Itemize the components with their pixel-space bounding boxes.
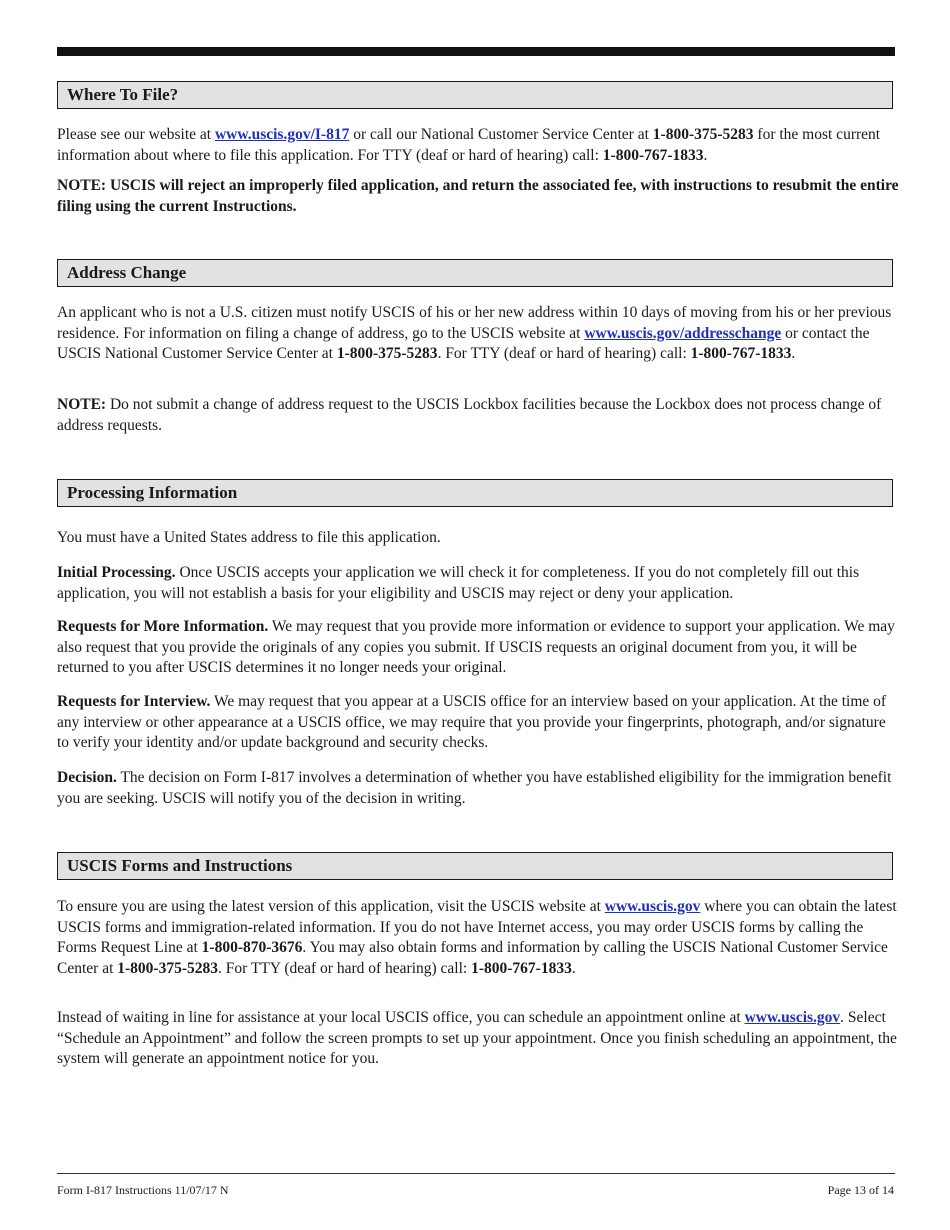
phone-forms-request: 1-800-870-3676 [201, 939, 303, 956]
text: for the most current information about where to file this application. For TTY (deaf or hard of hearing) call: [57, 126, 881, 164]
phone-tty: 1-800-767-1833 [690, 345, 792, 362]
note-text: Do not submit a change of address request to the USCIS Lockbox facilities because the Lockbox does not process change of address requests. [57, 396, 882, 434]
note-label: NOTE: [57, 396, 107, 413]
text: where you can obtain the latest USCIS forms and immigration-related information. If you do not have Internet access, you may order USCIS forms by calling the Forms Request Line at [57, 898, 897, 956]
heading-address-change: Address Change [57, 259, 893, 287]
link-address-change[interactable]: www.uscis.gov/addresschange [584, 324, 782, 342]
top-rule [57, 47, 895, 56]
address-paragraph [57, 303, 899, 365]
text: An applicant who is not a U.S. citizen must notify USCIS of his or her new address within 10 days of moving from his or her previous residence. For information on filing a change of address, go to the USCIS website at [57, 304, 892, 342]
processing-intro: You must have a United States address to file this application. [57, 529, 441, 546]
where-paragraph [57, 125, 899, 166]
text: . Select “Schedule an Appointment” and follow the screen prompts to set up your appointment. Once you finish scheduling an appointment, the system will generate an appointment notice for you. [57, 1009, 897, 1067]
text: . [703, 146, 708, 164]
note-text: NOTE: USCIS will reject an improperly filed application, and return the associated fee, with instructions to resubmit the entire filing using the current Instructions. [57, 177, 899, 215]
address-note [57, 395, 899, 436]
footer-rule [57, 1173, 895, 1174]
link-uscis-appointment[interactable]: www.uscis.gov [744, 1009, 841, 1026]
text: To ensure you are using the latest version of this application, visit the USCIS website at [57, 898, 605, 915]
label: Requests for More Information. [57, 618, 269, 635]
label: Decision. [57, 769, 117, 786]
text: The decision on Form I-817 involves a determination of whether you have established eligibility for the immigration benefit you are seeking. USCIS will notify you of the decision in writing. [57, 769, 892, 807]
text: . You may also obtain forms and information by calling the USCIS National Customer Service Center at [57, 939, 888, 977]
text: We may request that you provide more information or evidence to support your application. We may also request that you provide the originals of any copies you submit. If USCIS requests an original document from you, it will be returned to you after USCIS determines it no longer needs your original. [57, 618, 895, 676]
heading-processing-information: Processing Information [57, 479, 893, 507]
label: Initial Processing. [57, 564, 176, 581]
text: . For TTY (deaf or hard of hearing) call: [437, 345, 691, 362]
phone-tty: 1-800-767-1833 [471, 959, 572, 977]
text: Instead of waiting in line for assistance at your local USCIS office, you can schedule an appointment online at [57, 1009, 745, 1026]
text: . [791, 345, 796, 362]
where-note [57, 176, 899, 217]
text: Once USCIS accepts your application we will check it for completeness. If you do not completely fill out this application, you will not establish a basis for your eligibility and USCIS may reject or deny your application. [57, 564, 860, 602]
phone-ncsc: 1-800-375-5283 [652, 126, 754, 143]
text: or contact the USCIS National Customer Service Center at [57, 324, 870, 362]
processing-decision [57, 768, 899, 809]
text: . For TTY (deaf or hard of hearing) call: [218, 959, 472, 977]
text: We may request that you appear at a USCIS office for an interview based on your application. At the time of any interview or other appearance at a USCIS office, we may require that you provide your fingerprints, photograph, and/or signature to verify your identity and/or update background and security checks. [57, 693, 887, 751]
processing-interview [57, 692, 899, 754]
label: Requests for Interview. [57, 693, 211, 710]
heading-uscis-forms: USCIS Forms and Instructions [57, 852, 893, 880]
link-uscis[interactable]: www.uscis.gov [604, 898, 701, 915]
phone-ncsc: 1-800-375-5283 [117, 959, 219, 977]
phone-tty: 1-800-767-1833 [602, 146, 704, 164]
link-uscis-i817[interactable]: www.uscis.gov/I-817 [214, 126, 350, 143]
forms-appointment [57, 1008, 899, 1070]
phone-ncsc: 1-800-375-5283 [336, 345, 438, 362]
text: or call our National Customer Service Center at [349, 126, 653, 143]
text: Please see our website at [57, 126, 215, 143]
heading-where-to-file: Where To File? [57, 81, 893, 109]
processing-more-info [57, 617, 899, 679]
forms-paragraph [57, 897, 899, 979]
text: . [571, 959, 576, 977]
processing-initial [57, 563, 899, 604]
footer-page-number: Page 13 of 14 [827, 1183, 894, 1197]
footer-form-id: Form I-817 Instructions 11/07/17 N [57, 1183, 229, 1197]
